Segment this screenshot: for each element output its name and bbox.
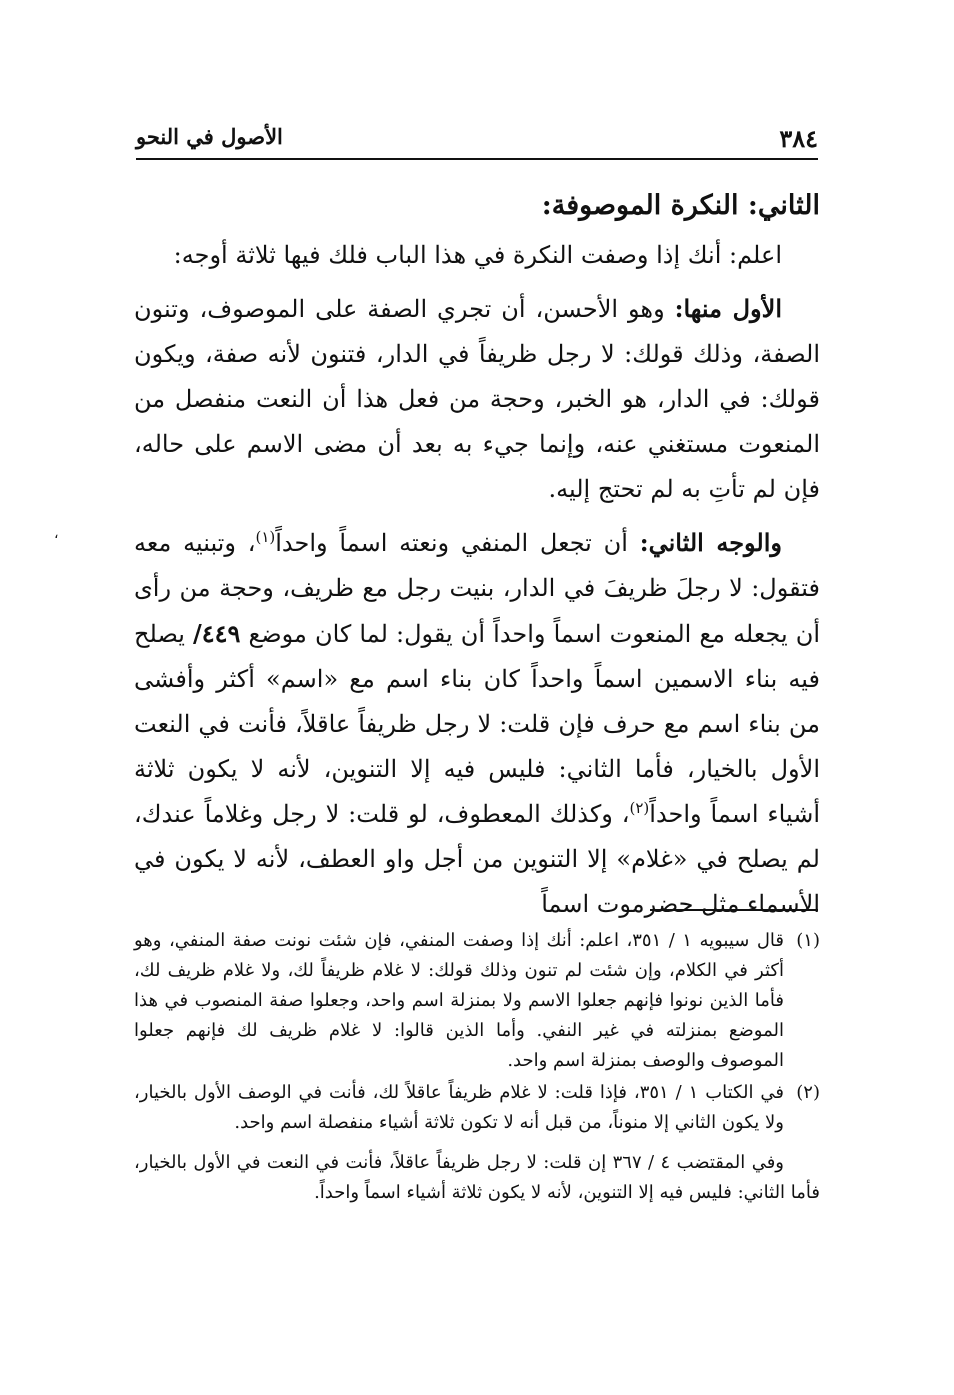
footnotes-section [134, 926, 820, 1208]
paragraph-lead: الأول منها: [674, 294, 782, 323]
main-text [134, 180, 820, 935]
footnote-marker-2[interactable]: (٢) [629, 799, 650, 817]
footnote-divider [650, 909, 818, 911]
footnote-marker-1[interactable]: (١) [255, 528, 276, 546]
running-title: الأصول في النحو [136, 124, 283, 149]
paragraph-text: ، وتبنيه معه فتقول: لا رجلَ ظريفَ في الدار، بنيت رجل مع ظريف، وحجة من رأى أن يجعله مع المنعوت اسماً واحداً أن يقول: لما كان موضع [134, 529, 820, 648]
footnote-number: (٢) [796, 1082, 820, 1103]
paragraph-text: يصلح فيه بناء الاسمين اسماً واحداً كان بناء اسم مع «اسم» أكثر وأفشى من بناء اسم مع حرف فإن قلت: لا رجل ظريفاً عاقلاً، فأنت في النعت الأول بالخيار، فأما الثاني: فليس فيه إلا التنوين، لأنه لا يكون ثلاثة أشياء اسماً واحداً [134, 620, 820, 828]
paragraph-text: وهو الأحسن، أن تجري الصفة على الموصوف، وتنون الصفة، وذلك قولك: لا رجل ظريفاً في الدار، فتنون لأنه صفة، ويكون قولك: في الدار، هو الخبر، وحجة من فعل هذا أن النعت منفصل من المنعوت مستغني عنه، وإنما جيء به بعد أن مضى الاسم على حاله، فإن لم تأتِ به لم تحتج إليه. [134, 295, 820, 503]
intro-paragraph: اعلم: أنك إذا وصفت النكرة في هذا الباب فلك فيها ثلاثة أوجه: [173, 241, 782, 269]
section-heading: الثاني: النكرة الموصوفة: [541, 190, 820, 221]
footnote-continuation: وفي المقتضب ٤ / ٣٦٧ إن قلت: لا رجل ظريفاً عاقلاً، فأنت في النعت في الأول بالخيار، فأما الثاني: فليس فيه إلا التنوين، لأنه لا يكون ثلاثة أشياء اسماً واحداً. [134, 1152, 820, 1203]
footnote-text: في الكتاب ١ / ٣٥١، فإذا قلت: لا غلام ظريفاً عاقلاً لك، فأنت في الوصف الأول بالخيار، ولا يكون الثاني إلا منوناً، من قبل أنه لا تكون ثلاثة أشياء منفصلة اسم واحد. [134, 1082, 785, 1133]
paragraph-second-aspect [134, 520, 820, 927]
margin-mark: ، [54, 526, 59, 542]
paragraph-lead: والوجه الثاني: [639, 528, 782, 557]
page-header [136, 118, 818, 160]
footnote-1 [134, 926, 820, 1076]
footnote-text: قال سيبويه ١ / ٣٥١، اعلم: أنك إذا وصفت المنفي، فإن شئت نونت صفة المنفي، وهو أكثر في الكلام، وإن شئت لم تنون وذلك قولك: لا غلام ظريفاً لك، ولا غلام ظريف لك، فأما الذين نونوا فإنهم جعلوا الاسم ولا بمنزلة اسم واحد، وجعلوا صفة المنصوب في هذا الموضع بمنزلته في غير النفي. وأما الذين قالوا: لا غلام ظريف لك فإنهم جعلوا الموصوف والوصف بمنزلة اسم واحد. [134, 930, 784, 1071]
paragraph-first-aspect [134, 286, 820, 512]
paragraph-text: أن تجعل المنفي ونعته اسماً واحداً [275, 529, 640, 557]
paragraph-text: ، وكذلك المعطوف، لو قلت: لا رجل وغلاماً عندك، لم يصلح في «غلام» إلا التنوين من أجل واو العطف، لأنه لا يكون في الأسماء مثل حضرموت اسماً [134, 800, 820, 918]
footnote-2 [134, 1078, 820, 1138]
page-number: ٣٨٤ [779, 124, 818, 153]
footnote-number: (١) [796, 930, 820, 951]
page-reference: ٤٤٩/ [193, 619, 241, 648]
